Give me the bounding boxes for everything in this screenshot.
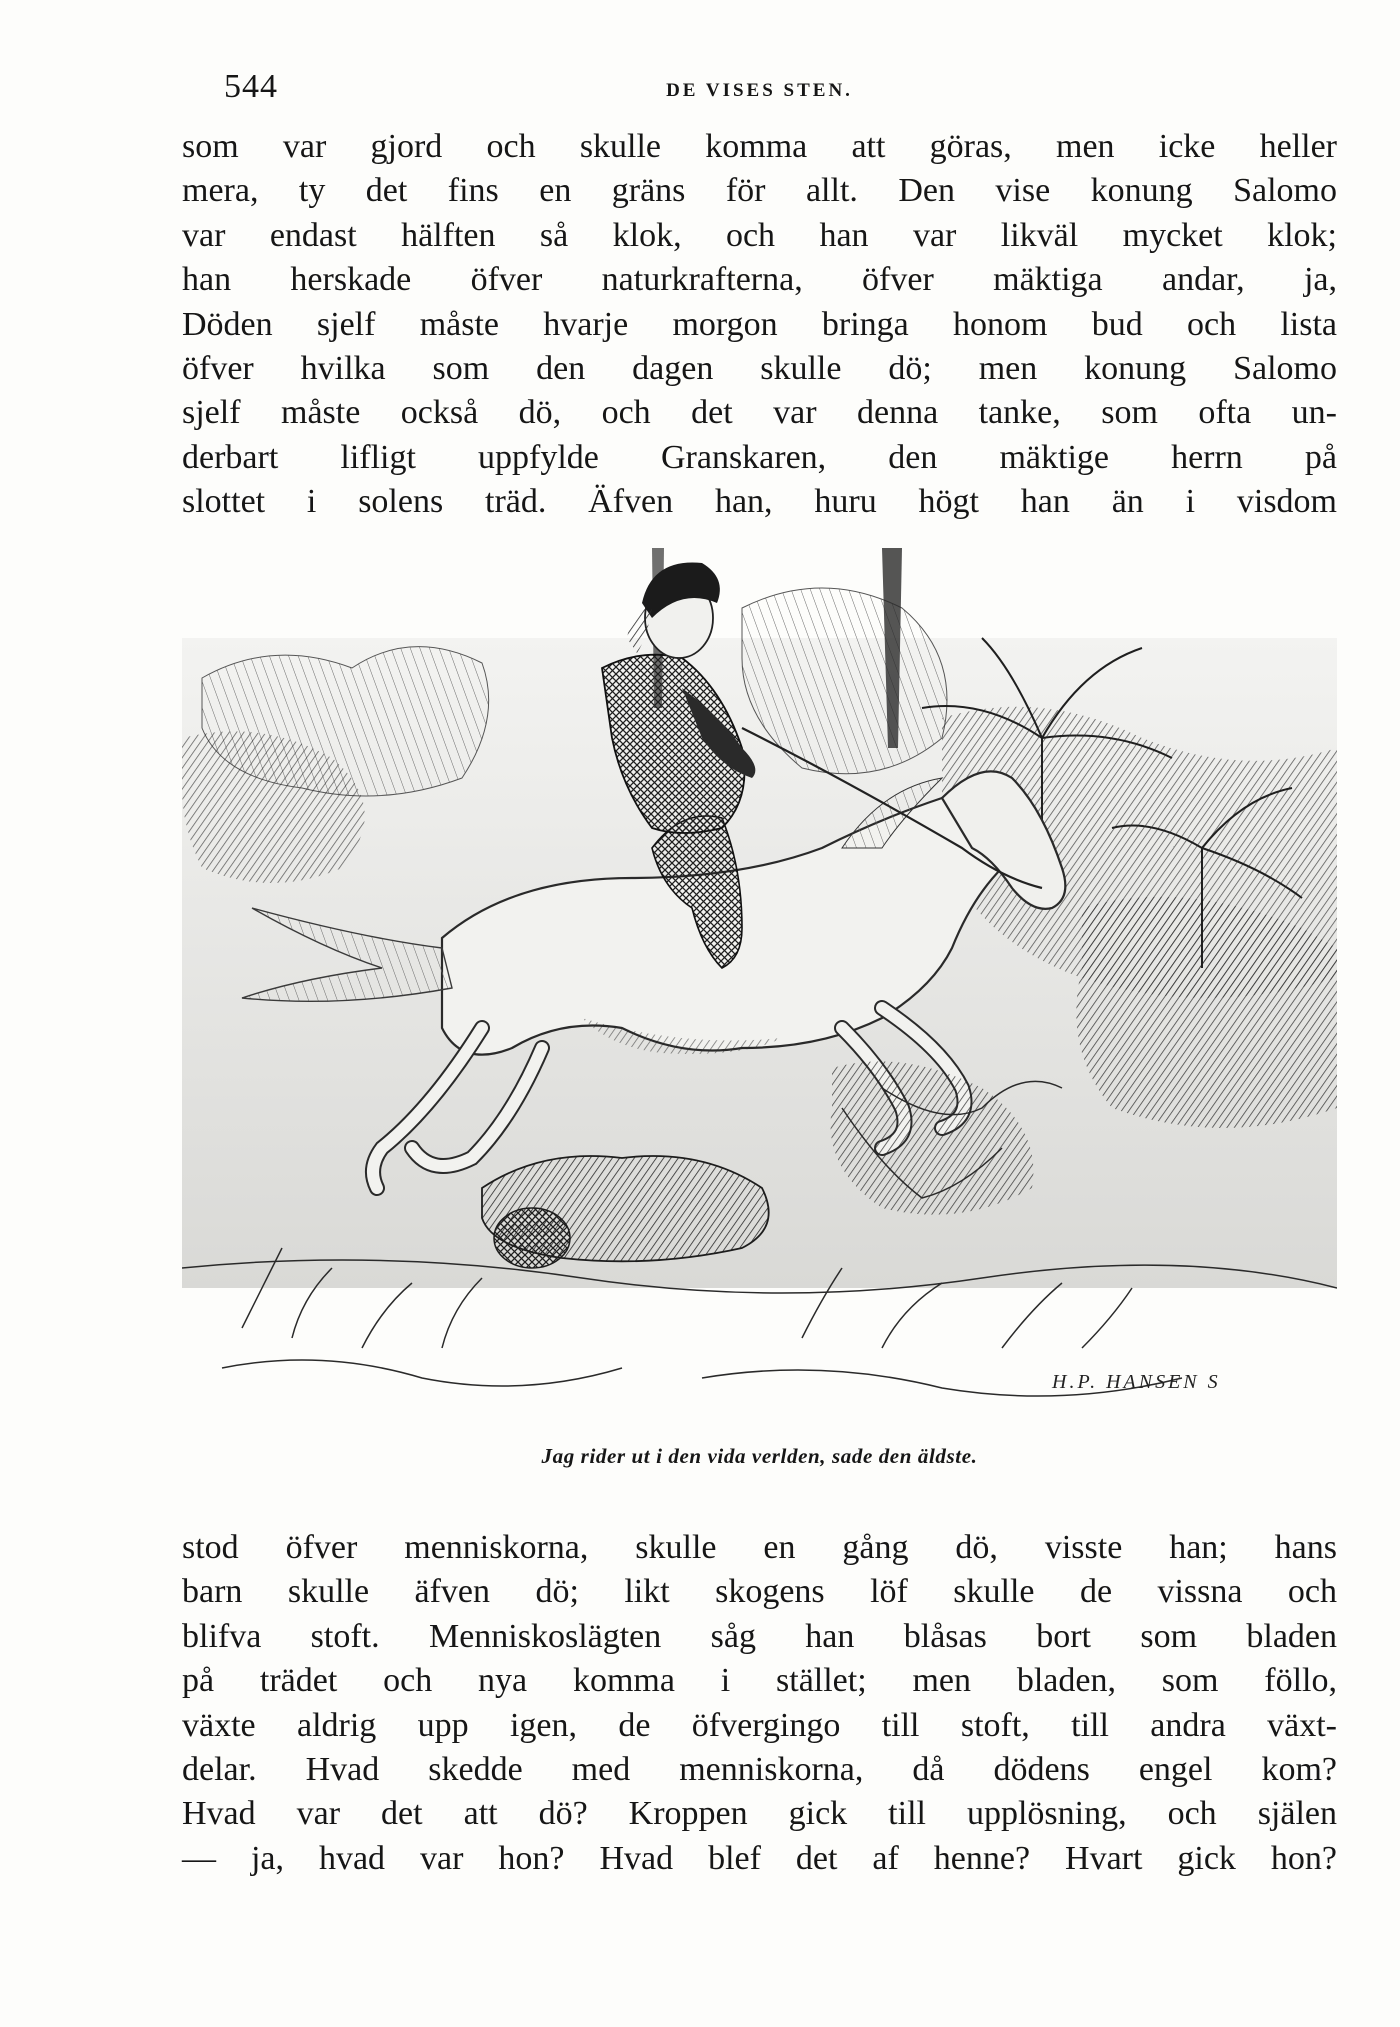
text-line: — ja, hvad var hon? Hvad blef det af henne? Hvart gick hon? [182,1839,1337,1877]
text-line: slottet i solens träd. Äfven han, huru högt han än i visdom [182,483,1337,521]
text-line: Döden sjelf måste hvarje morgon bringa honom bud och lista [182,305,1337,343]
text-line: Hvad var det att dö? Kroppen gick till upplösning, och själen [182,1795,1337,1833]
engraving-svg [182,548,1337,1410]
text-line: på trädet och nya komma i stället; men bladen, som föllo, [182,1662,1337,1700]
running-title: DE VISES STEN. [666,80,853,101]
text-line: var endast hälften så klok, och han var likväl mycket klok; [182,216,1337,254]
engraving-rider-on-horse [182,548,1337,1410]
fallen-figure [482,1156,769,1268]
text-line: han herskade öfver naturkrafterna, öfver mäktiga andar, ja, [182,261,1337,299]
text-line: stod öfver menniskorna, skulle en gång dö, visste han; hans [182,1529,1337,1566]
text-line: barn skulle äfven dö; likt skogens löf skulle de vissna och [182,1573,1337,1611]
text-line: mera, ty det fins en gräns för allt. Den vise konung Salomo [182,172,1337,210]
text-line: derbart lifligt uppfylde Granskaren, den mäktige herrn på [182,438,1337,476]
text-line: delar. Hvad skedde med menniskorna, då dödens engel kom? [182,1750,1337,1788]
page-number: 544 [224,68,278,105]
paragraph-top [182,125,1337,525]
text-line: som var gjord och skulle komma att göras, men icke heller [182,128,1337,165]
artist-signature: H.P. HANSEN S [1052,1371,1221,1393]
text-line: öfver hvilka som den dagen skulle dö; men konung Salomo [182,349,1337,387]
paragraph-bottom [182,1526,1337,1881]
running-head [182,68,1337,114]
text-line: blifva stoft. Menniskoslägten såg han blåsas bort som bladen [182,1617,1337,1655]
text-line: växte aldrig upp igen, de öfvergingo till stoft, till andra växt- [182,1706,1337,1744]
illustration-caption: Jag rider ut i den vida verlden, sade den äldste. [541,1444,978,1468]
text-line: sjelf måste också dö, och det var denna tanke, som ofta un- [182,394,1337,432]
